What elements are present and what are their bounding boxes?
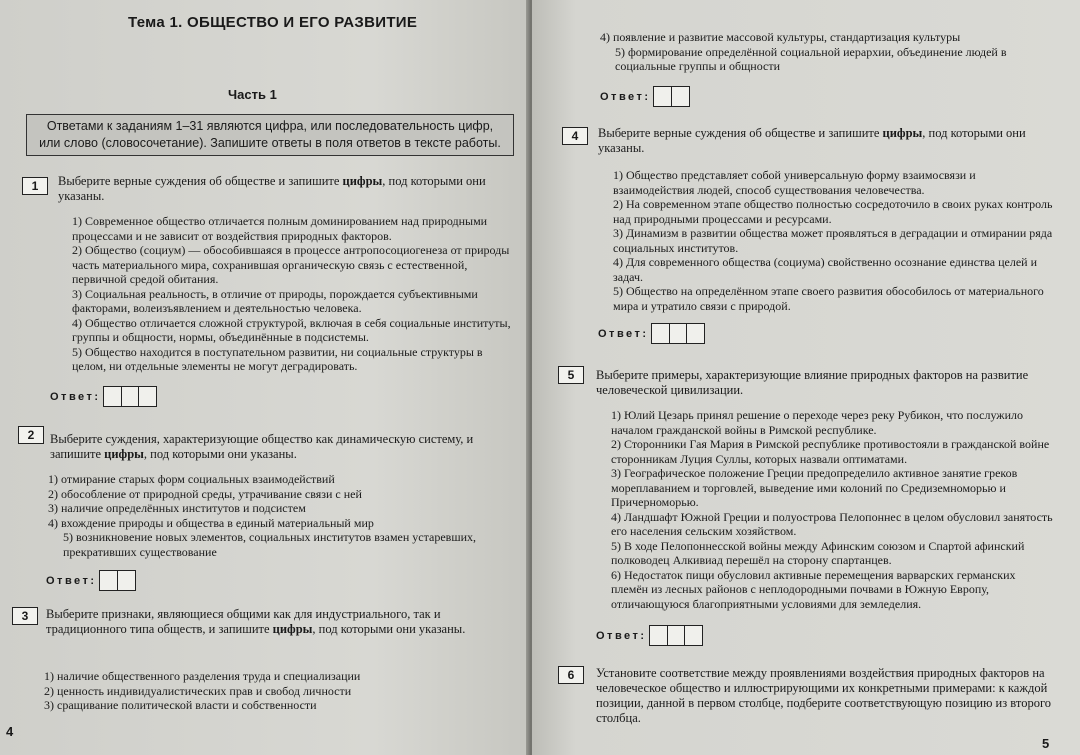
answer-cell[interactable] [684,625,703,646]
q5-option: 6) Недостаток пищи обусловил активные перемещения варварских германских племён из лесных районов с неплодородными почвами в Южную Европу, отличающуюся благоприятными условиями для земледелия. [611,567,1016,611]
q1-text-bold: цифры [342,174,383,188]
answer-field-2[interactable] [46,570,136,591]
question-2-text [50,432,505,462]
question-4-options [598,168,1053,313]
question-4-text [598,126,1058,156]
answer-field-4[interactable] [598,323,705,344]
q4-option: 4) Для современного общества (социума) свойственно осознание единства целей и задач. [613,255,1037,284]
q3-option: 5) формирование определённой социальной иерархии, объединение людей в социальные группы и общности [615,44,1007,73]
answer-cell[interactable] [671,86,690,107]
part-title: Часть 1 [228,87,277,102]
q1-option: 4) Общество отличается сложной структурой, включая в себя социальные институты, группы и общности, нормы, объединённые в подсистемы. [72,315,511,344]
question-number-3: 3 [12,607,38,625]
answer-cell[interactable] [103,386,122,407]
page-number-right: 5 [1042,736,1050,751]
q1-option: 1) Современное общество отличается полным доминированием над природными процессами и не зависит от воздействия природных факторов. [72,214,488,243]
question-number-6: 6 [558,666,584,684]
answer-label: Ответ: [598,327,649,340]
instruction-line-1: Ответами к заданиям 1–31 являются цифра, или последовательность цифр, [46,119,494,133]
left-page [0,0,532,755]
q2-text-part: Выберите суждения, характеризующие общество как динамическую систему, и запишите [50,432,474,461]
q1-text-part-2: , под которыми они указаны. [58,174,486,203]
instruction-box [26,114,514,156]
q2-option: 3) наличие определённых институтов и подсистем [48,501,306,515]
q3-option: 1) наличие общественного разделения труда и специализации [44,669,361,683]
q5-option: 4) Ландшафт Южной Греции и полуострова Пелопоннес в целом обусловил занятость его населения сельским хозяйством. [611,509,1053,538]
answer-cell[interactable] [686,323,705,344]
q2-option: 5) возникновение новых элементов, социальных институтов взамен устаревших, прекративших существование [63,530,476,559]
answer-cell[interactable] [653,86,672,107]
q4-text-part-2: , под которыми они указаны. [598,126,1026,155]
answer-cell[interactable] [651,323,670,344]
q1-option: 2) Общество (социум) — обособившаяся в процессе антропосоциогенеза от природы часть материального мира, сохранившая органическую связь с естественной, первичной средой обитания. [72,243,510,286]
question-3-continued-options [600,30,1055,74]
question-2-options [48,472,503,559]
q3-option: 2) ценность индивидуалистических прав и свобод личности [44,683,352,698]
q2-text-bold: цифры [104,447,144,461]
answer-label: Ответ: [600,90,651,103]
answer-cell[interactable] [649,625,668,646]
answer-cell[interactable] [121,386,140,407]
question-number-5: 5 [558,366,584,384]
answer-cell[interactable] [138,386,157,407]
question-1-options [57,214,512,374]
q4-text-part: Выберите верные суждения об обществе и запишите [598,126,883,140]
q3-text-bold: цифры [272,622,313,636]
q4-option: 3) Динамизм в развитии общества может проявляться в деградации и отмирании ряда социальных институтов. [613,226,1053,255]
q5-option: 5) В ходе Пелопоннесской войны между Афинским союзом и Спартой афинский полководец Алкивиад перешёл на сторону спартанцев. [611,538,1025,567]
question-3-options [44,669,499,713]
q2-option: 1) отмирание старых форм социальных взаимодействий [48,472,335,486]
q1-option: 5) Общество находится в поступательном развитии, ни социальные структуры в целом, ни отдельные элементы не могут деградировать. [72,344,483,373]
answer-cell[interactable] [117,570,136,591]
page-number-left: 4 [6,724,14,739]
right-page [532,0,1080,755]
q2-option: 2) обособление от природной среды, утрачивание связи с ней [48,486,362,501]
answer-field-3[interactable] [600,86,690,107]
q3-option: 3) сращивание политической власти и собственности [44,698,317,712]
q4-text-bold: цифры [882,126,923,140]
q3-option: 4) появление и развитие массовой культуры, стандартизация культуры [600,30,961,44]
answer-cell[interactable] [669,323,688,344]
question-5-text: Выберите примеры, характеризующие влияние природных факторов на развитие человеческой цивилизации. [596,368,1029,397]
question-number-4: 4 [562,127,588,145]
question-number-1: 1 [22,177,48,195]
q3-text-part: Выберите признаки, являющиеся общими как для индустриального, так и традиционного типа обществ, и запишите [46,607,441,636]
question-number-2: 2 [18,426,44,444]
answer-field-1[interactable] [50,386,157,407]
answer-label: Ответ: [50,390,101,403]
q4-option: 5) Общество на определённом этапе своего развития обособилось от материального мира и утратило связи с природой. [613,284,1044,313]
question-6-text: Установите соответствие между проявлениями воздействия природных факторов на человеческое общество и иллюстрирующими их конкретными примерами: к каждой позиции, данной в первом столбце, подберите соответствующую позицию из второго столбца. [596,666,1052,725]
q2-text-part-2: , под которыми они указаны. [143,447,297,461]
q5-option: 2) Сторонники Гая Мария в Римской республике противостояли в гражданской войне сторонникам Луция Суллы, которых назвали оптиматами. [611,437,1050,466]
q3-text-part-2: , под которыми они указаны. [312,622,466,636]
instruction-line-2: или слово (словосочетание). Запишите ответы в поля ответов в тексте работы. [39,136,501,150]
q4-option: 2) На современном этапе общество полностью сосредоточило в своих руках контроль над природными процессами и ресурсами. [613,197,1053,226]
question-3-text [46,607,501,637]
q4-option: 1) Общество представляет собой универсальную форму взаимосвязи и взаимодействия людей, способ существования человечества. [613,168,976,197]
question-1-text [58,174,518,204]
answer-cell[interactable] [99,570,118,591]
question-5-options [596,408,1054,611]
q5-option: 3) Географическое положение Греции предопределило активное занятие греков мореплаванием и торговлей, выведение ими колоний по Средиземноморью и Причерноморью. [611,466,1018,509]
answer-field-5[interactable] [596,625,703,646]
q2-option: 4) вхождение природы и общества в единый материальный мир [48,515,374,530]
q5-option: 1) Юлий Цезарь принял решение о переходе через реку Рубикон, что послужило началом гражданской войны в Римской республике. [611,408,1024,437]
answer-label: Ответ: [46,574,97,587]
q1-option: 3) Социальная реальность, в отличие от природы, порождается субъективными факторами, волеизъявлением и деятельностью человека. [72,286,478,315]
q1-text-part: Выберите верные суждения об обществе и запишите [58,174,343,188]
answer-cell[interactable] [667,625,686,646]
topic-title: Тема 1. ОБЩЕСТВО И ЕГО РАЗВИТИЕ [128,14,418,31]
answer-label: Ответ: [596,629,647,642]
